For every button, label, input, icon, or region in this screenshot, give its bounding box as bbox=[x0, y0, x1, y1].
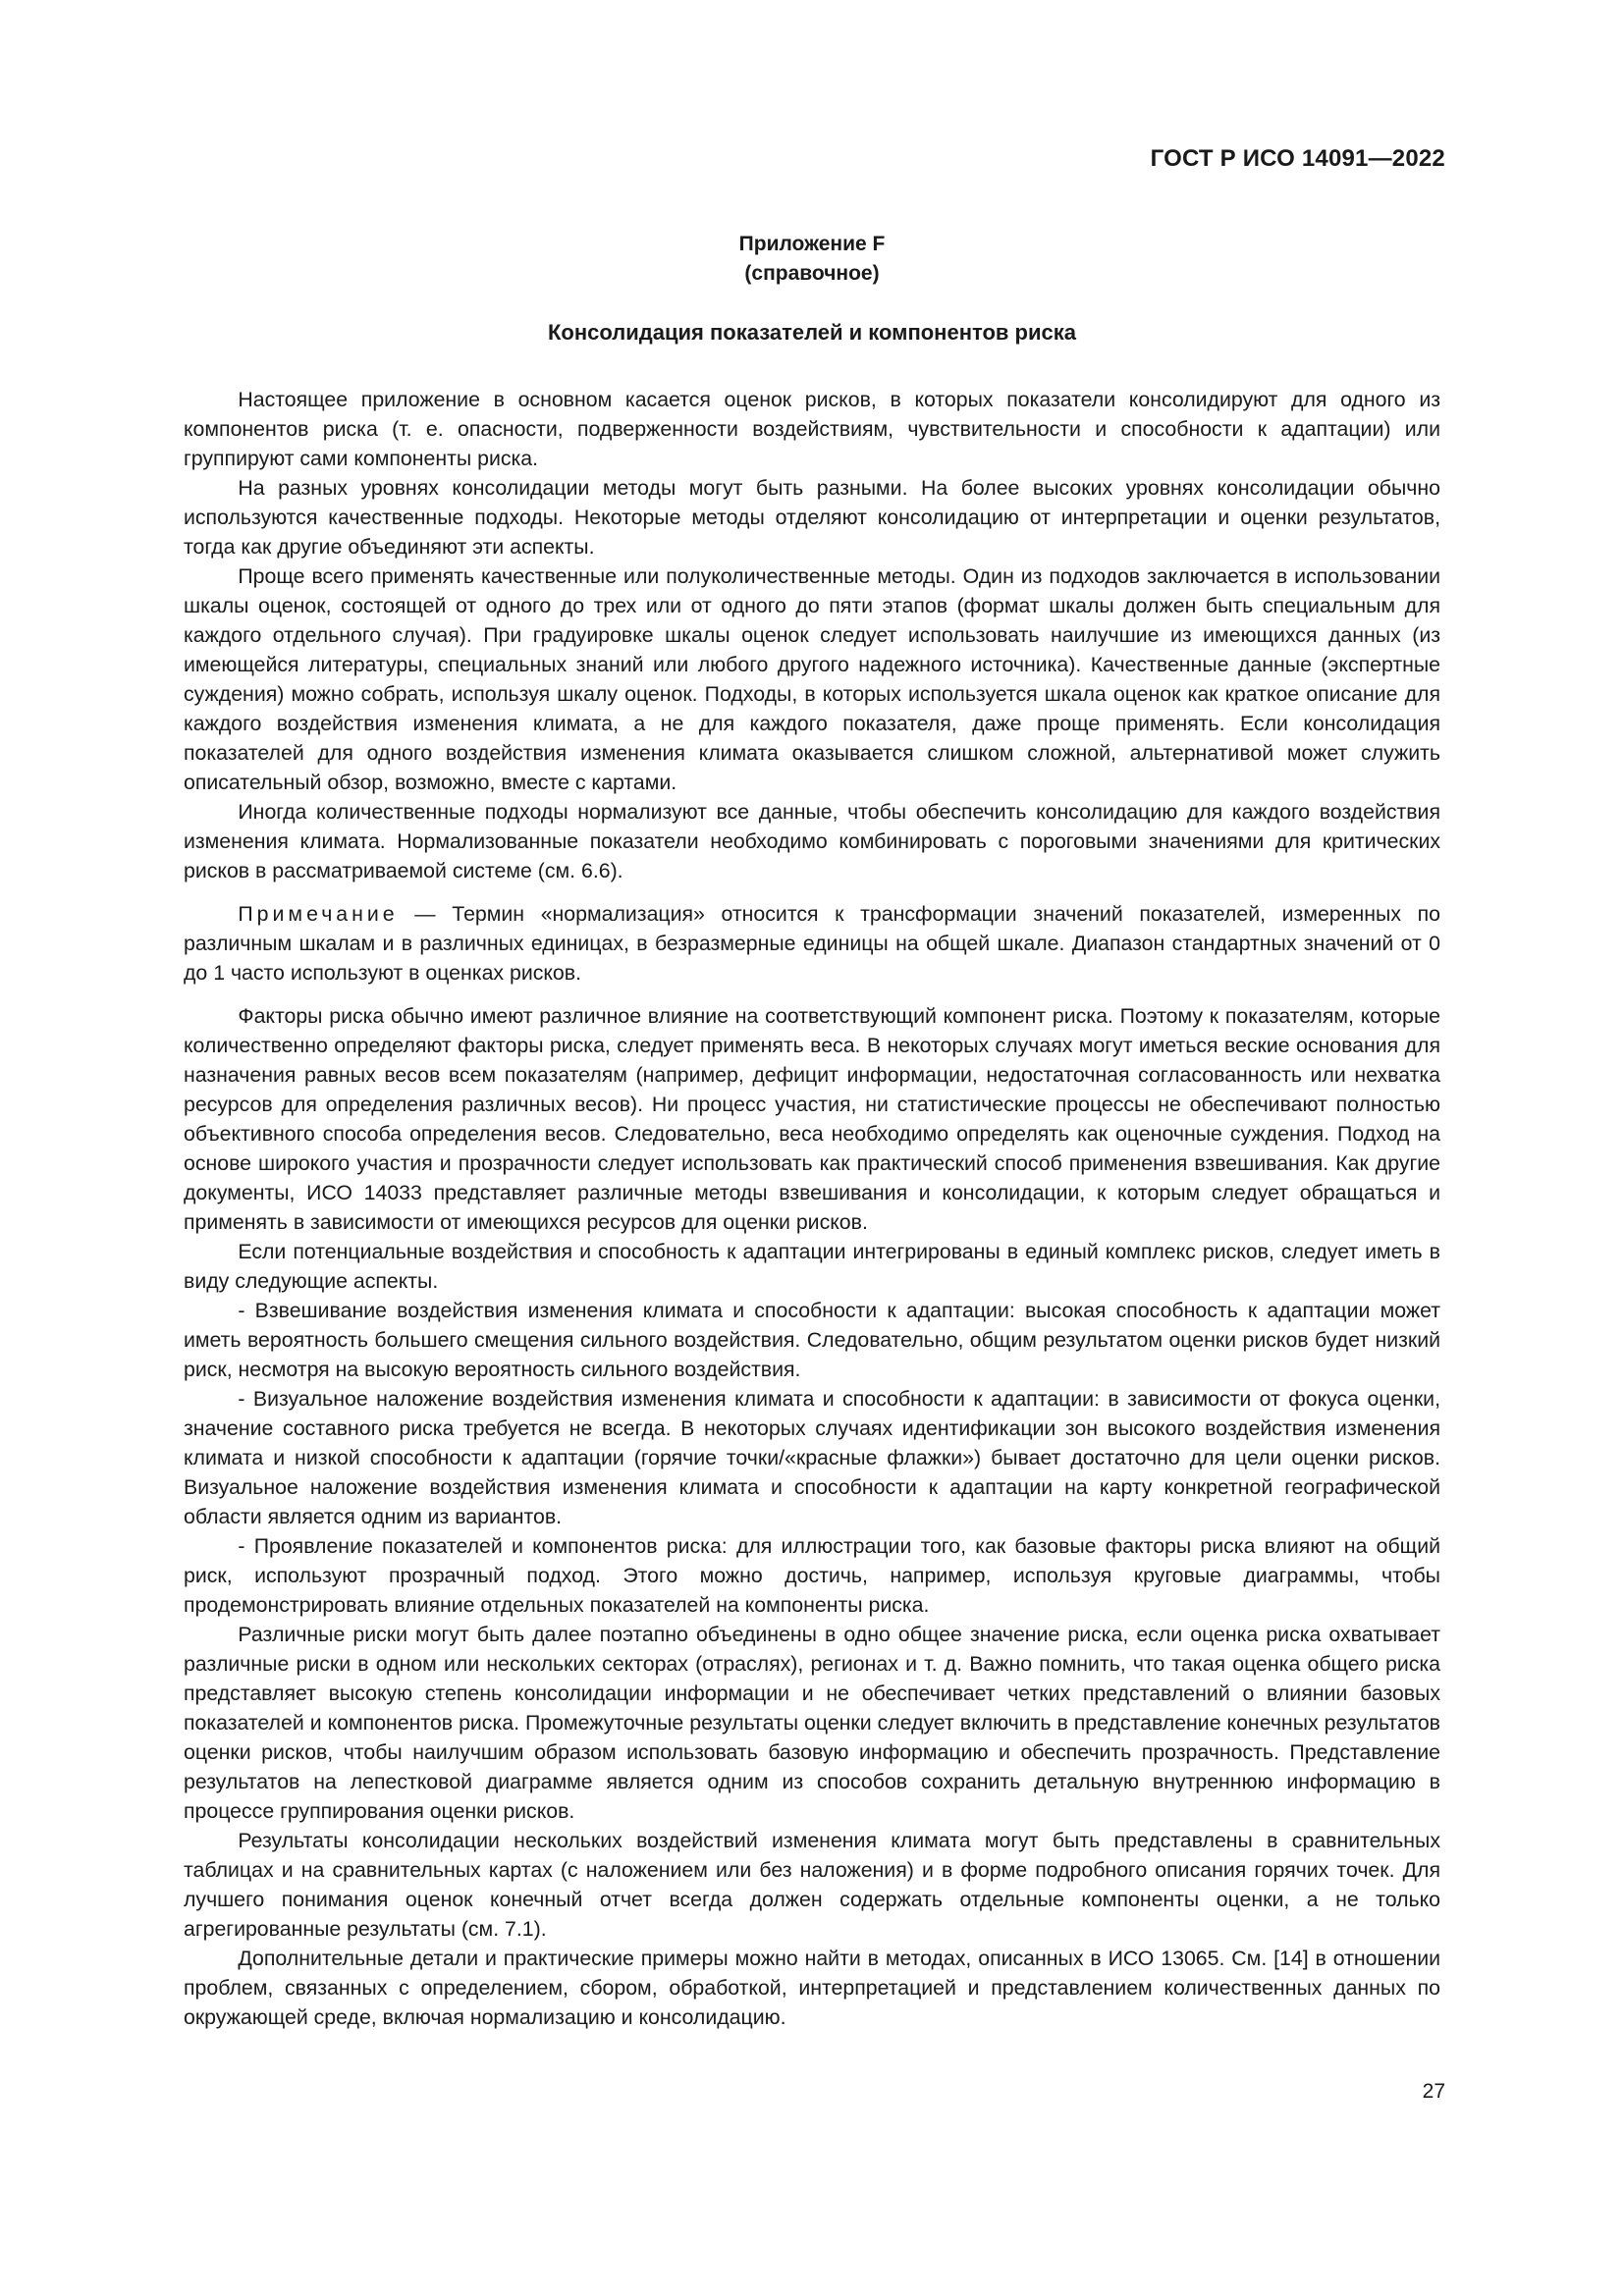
paragraph: Проще всего применять качественные или полуколичественные методы. Один из подходов заключается в использовании шкалы оценок, состоящей от одного до трех или от одного до пяти этапов (формат шкалы должен быть специальным для каждого отдельного случая). При градуировке шкалы оценок следует использовать наилучшие из имеющихся данных (из имеющейся литературы, специальных знаний или любого другого надежного источника). Качественные данные (экспертные суждения) можно собрать, используя шкалу оценок. Подходы, в которых используется шкала оценок как краткое описание для каждого воздействия изменения климата, а не для каждого показателя, даже проще применять. Если консолидация показателей для одного воздействия изменения климата оказывается слишком сложной, альтернативой может служить описательный обзор, возможно, вместе с картами. bbox=[184, 564, 1440, 794]
note-paragraph bbox=[184, 899, 1440, 988]
paragraph: Факторы риска обычно имеют различное влияние на соответствующий компонент риска. Поэтому к показателям, которые количественно определяют факторы риска, следует применять веса. В некоторых случаях могут иметься веские основания для назначения равных весов всем показателям (например, дефицит информации, недостаточная согласованность или нехватка ресурсов для определения различных весов). Ни процесс участия, ни статистические процессы не обеспечивают полностью объективного способа определения весов. Следовательно, веса необходимо определять как оценочные суждения. Подход на основе широкого участия и прозрачности следует использовать как практический способ применения взвешивания. Как другие документы, ИСО 14033 представляет различные методы взвешивания и консолидации, к которым следует обращаться и применять в зависимости от имеющихся ресурсов для оценки рисков. bbox=[184, 1004, 1440, 1234]
annex-heading bbox=[0, 230, 1624, 289]
page-number: 27 bbox=[1422, 2080, 1445, 2103]
paragraph: Различные риски могут быть далее поэтапно объединены в одно общее значение риска, если оценка риска охватывает различные риски в одном или нескольких секторах (отраслях), регионах и т. д. Важно помнить, что такая оценка общего риска представляет высокую степень консолидации информации и не обеспечивает четких представлений о влиянии базовых показателей и компонентов риска. Промежуточные результаты оценки следует включить в представление конечных результатов оценки рисков, чтобы наилучшим образом использовать базовую информацию и обеспечить прозрачность. Представление результатов на лепестковой диаграмме является одним из способов сохранить детальную внутреннюю информацию в процессе группирования оценки рисков. bbox=[184, 1623, 1440, 1823]
paragraph: Дополнительные детали и практические примеры можно найти в методах, описанных в ИСО 13065. См. [14] в отношении проблем, связанных с определением, сбором, обработкой, интерпретацией и представлением количественных данных по окружающей среде, включая нормализацию и консолидацию. bbox=[184, 1947, 1440, 2029]
paragraph: Если потенциальные воздействия и способность к адаптации интегрированы в единый комплекс рисков, следует иметь в виду следующие аспекты. bbox=[184, 1240, 1440, 1293]
paragraph: Результаты консолидации нескольких воздействий изменения климата могут быть представлены в сравнительных таблицах и на сравнительных картах (с наложением или без наложения) и в форме подробного описания горячих точек. Для лучшего понимания оценок конечный отчет всегда должен содержать отдельные компоненты оценки, а не только агрегированные результаты (см. 7.1). bbox=[184, 1829, 1440, 1941]
annex-type: (справочное) bbox=[744, 262, 880, 285]
paragraph: Иногда количественные подходы нормализуют все данные, чтобы обеспечить консолидацию для каждого воздействия изменения климата. Нормализованные показатели необходимо комбинировать с пороговыми значениями для критических рисков в рассматриваемой системе (см. 6.6). bbox=[184, 800, 1440, 882]
paragraph: На разных уровнях консолидации методы могут быть разными. На более высоких уровнях консолидации обычно используются качественные подходы. Некоторые методы отделяют консолидацию от интерпретации и оценки результатов, тогда как другие объединяют эти аспекты. bbox=[184, 476, 1440, 559]
body-text bbox=[184, 385, 1440, 2032]
standard-id-header: ГОСТ Р ИСО 14091—2022 bbox=[1150, 145, 1445, 172]
note-label: Примечание bbox=[238, 902, 399, 926]
list-item: - Проявление показателей и компонентов риска: для иллюстрации того, как базовые факторы риска влияют на общий риск, используют прозрачный подход. Этого можно достичь, например, используя круговые диаграммы, чтобы продемонстрировать влияние отдельных показателей на компоненты риска. bbox=[184, 1534, 1440, 1617]
list-item: - Визуальное наложение воздействия изменения климата и способности к адаптации: в зависимости от фокуса оценки, значение составного риска требуется не всегда. В некоторых случаях идентификации зон высокого воздействия изменения климата и низкой способности к адаптации (горячие точки/«красные флажки») бывает достаточно для цели оценки рисков. Визуальное наложение воздействия изменения климата и способности к адаптации на карту конкретной географической области является одним из вариантов. bbox=[184, 1387, 1440, 1528]
note-text: — Термин «нормализация» относится к трансформации значений показателей, измеренных по различным шкалам и в различных единицах, в безразмерные единицы на общей шкале. Диапазон стандартных значений от 0 до 1 часто используют в оценках рисков. bbox=[184, 902, 1440, 985]
paragraph: Настоящее приложение в основном касается оценок рисков, в которых показатели консолидируют для одного из компонентов риска (т. е. опасности, подверженности воздействиям, чувствительности и способности к адаптации) или группируют сами компоненты риска. bbox=[184, 388, 1440, 470]
section-title: Консолидация показателей и компонентов риска bbox=[548, 320, 1076, 345]
annex-label: Приложение F bbox=[738, 233, 886, 255]
list-item: - Взвешивание воздействия изменения климата и способности к адаптации: высокая способность к адаптации может иметь вероятность большего смещения сильного воздействия. Следовательно, общим результатом оценки рисков будет низкий риск, несмотря на высокую вероятность сильного воздействия. bbox=[184, 1299, 1440, 1381]
